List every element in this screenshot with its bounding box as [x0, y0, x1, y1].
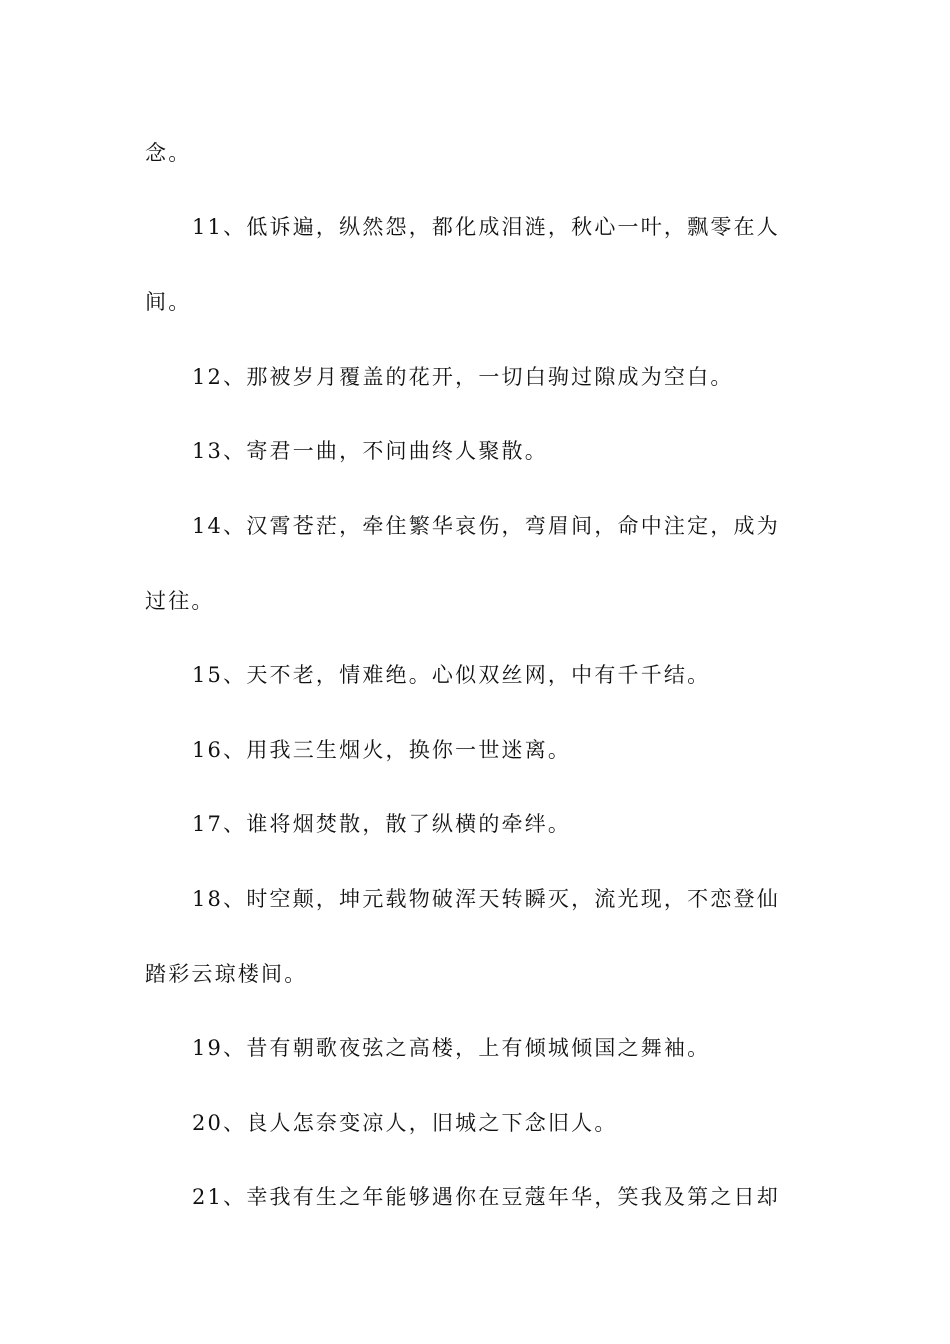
text-line: 踏彩云琼楼间。: [145, 962, 308, 986]
text-line: 11、低诉遍，纵然怨，都化成泪涟，秋心一叶，飘零在人: [192, 215, 780, 239]
text-line: 16、用我三生烟火，换你一世迷离。: [192, 738, 572, 762]
text-line: 21、幸我有生之年能够遇你在豆蔻年华，笑我及第之日却: [192, 1185, 780, 1209]
text-line: 间。: [145, 290, 192, 314]
text-line: 15、天不老，情难绝。心似双丝网，中有千千结。: [192, 663, 711, 687]
text-line: 20、良人怎奈变凉人，旧城之下念旧人。: [192, 1111, 618, 1135]
text-line: 12、那被岁月覆盖的花开，一切白驹过隙成为空白。: [192, 365, 734, 389]
text-line: 14、汉霄苍茫，牵住繁华哀伤，弯眉间，命中注定，成为: [192, 514, 780, 538]
text-line: 念。: [145, 141, 192, 165]
text-line: 13、寄君一曲，不问曲终人聚散。: [192, 439, 548, 463]
text-line: 过往。: [145, 589, 215, 613]
text-line: 18、时空颠，坤元载物破浑天转瞬灭，流光现，不恋登仙: [192, 887, 780, 911]
text-line: 17、谁将烟焚散，散了纵横的牵绊。: [192, 812, 572, 836]
text-line: 19、昔有朝歌夜弦之高楼，上有倾城倾国之舞袖。: [192, 1036, 711, 1060]
